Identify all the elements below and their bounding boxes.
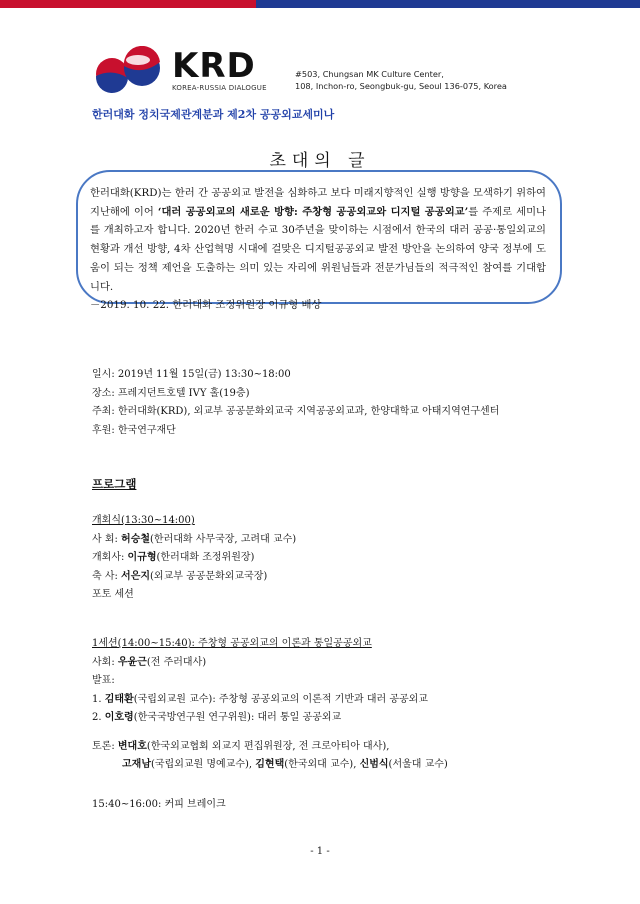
top-color-bar (0, 0, 640, 8)
coffee-break: 15:40~16:00: 커피 브레이크 (92, 799, 226, 810)
invitation-text-1: 한러대화(KRD)는 한러 간 공공외교 발전을 심화하고 보다 미래지향적인 실행 방향을 모색하기 위하여 지난해에 이어 (90, 187, 546, 218)
top-bar-red (0, 0, 256, 8)
invitation-theme: ‘대러 공공외교의 새로운 방향: 주창형 공공외교와 디지털 공공외교’ (157, 205, 469, 218)
event-info (92, 366, 499, 440)
event-host: 주최: 한러대화(KRD), 외교부 공공문화외교국 지역공공외교과, 한양대학교 아태지역연구센터 (92, 406, 500, 417)
opening-ceremony (92, 512, 296, 605)
event-date: 일시: 2019년 11월 15일(금) 13:30~18:00 (92, 369, 291, 380)
photo-session: 포토 세션 (92, 589, 134, 600)
session-1-title: 1세션(14:00~15:40): 주창형 공공외교의 이론과 통일공공외교 (92, 638, 372, 649)
session-1-presenter-1: 1. 김태환(국립외교원 교수): 주창형 공공외교의 이론적 기반과 대러 공공외교 (92, 693, 428, 705)
krd-logo (94, 46, 274, 96)
invitation-text-2: 를 주제로 세미나를 개최하고자 합니다. 2020년 한러 수교 30주년을 맞이하는 시점에서 한국의 대러 공공·통일외교의 현황과 개선 방향, 4차 산업혁명 시대에 걸맞은 디지털공공외교 발전 방안을 논의하여 양국 정부에 도움이 되는 정책 제언을 도출하는 의미 있는 자리에 위원님들과 전문가님들의 적극적인 참여를 기대합니다. (90, 205, 546, 293)
session-1-chair: 사회: 우윤근(전 주러대사) (92, 656, 207, 668)
opening-mc: 사 회: 허승철(한러대화 사무국장, 고려대 교수) (92, 533, 297, 545)
document-title: 초대의 글 (269, 151, 371, 171)
opening-address: 개회사: 이규형(한러대화 조정위원장) (92, 552, 255, 563)
session-1-discussants-2: 고재남(국립외교원 명예교수), 김현택(한국외대 교수), 신범식(서울대 교수) (122, 759, 448, 770)
address-line-2: 108, Inchon-ro, Seongbuk-gu, Seoul 136-075, Korea (295, 81, 507, 91)
address (295, 68, 507, 92)
seminar-title: 한러대화 정치국제관계분과 제2차 공공외교세미나 (92, 108, 335, 121)
invitation-signature: －2019. 10. 22. 한러대화 조정위원장 이규형 배상 (90, 299, 322, 312)
session-1-presentation-label: 발표: (92, 675, 115, 686)
opening-title: 개회식(13:30~14:00) (92, 515, 195, 526)
page-number: - 1 - (310, 846, 330, 857)
top-bar-blue (256, 0, 640, 8)
invitation-box (76, 170, 562, 312)
session-1-presenter-2: 2. 이호령(한국국방연구원 연구위원): 대러 통일 공공외교 (92, 712, 342, 723)
event-place: 장소: 프레지던트호텔 IVY 홀(19층) (92, 387, 250, 399)
program-heading: 프로그램 (92, 477, 137, 491)
session-1-discussant-1: 토론: 변대호(한국외교협회 외교지 편집위원장, 전 크로아티아 대사), (92, 740, 390, 752)
congratulatory-address: 축 사: 서은지(외교부 공공문화외교국장) (92, 570, 268, 582)
event-sponsor: 후원: 한국연구재단 (92, 424, 176, 436)
logo-wordmark: KRD (172, 46, 256, 86)
logo-subtitle: KOREA-RUSSIA DIALOGUE (172, 84, 267, 92)
session-1 (92, 635, 448, 775)
krd-logo-icon (94, 46, 164, 94)
address-line-1: #503, Chungsan MK Culture Center, (295, 69, 444, 79)
